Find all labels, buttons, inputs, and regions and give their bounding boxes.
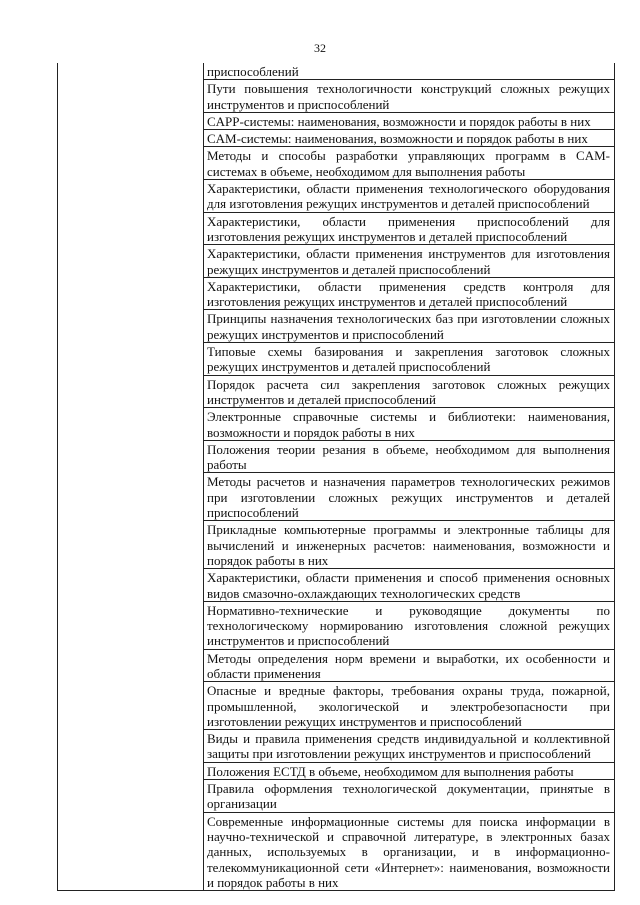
table-row: Прикладные компьютерные программы и электронные таблицы для вычислений и инженерных расчетов: наименования, возможности и порядок работы в них <box>204 520 614 568</box>
table-row: Положения теории резания в объеме, необходимом для выполнения работы <box>204 440 614 473</box>
table-row: Принципы назначения технологических баз при изготовлении сложных режущих инструментов и приспособлений <box>204 309 614 342</box>
table-row: CAM-системы: наименования, возможности и порядок работы в них <box>204 129 614 146</box>
table-row: Характеристики, области применения и способ применения основных видов смазочно-охлаждающих технологических средств <box>204 568 614 601</box>
table-row: Порядок расчета сил закрепления заготовок сложных режущих инструментов и деталей приспособлений <box>204 375 614 408</box>
table-row: Характеристики, области применения технологического оборудования для изготовления режущих инструментов и деталей приспособлений <box>204 179 614 212</box>
table-row: Электронные справочные системы и библиотеки: наименования, возможности и порядок работы в них <box>204 407 614 440</box>
page-number: 32 <box>314 41 326 55</box>
table-row: приспособлений <box>207 64 299 79</box>
knowledge-table <box>57 63 615 891</box>
table-content-column <box>204 63 614 890</box>
table-row: Методы определения норм времени и выработки, их особенности и области применения <box>204 649 614 682</box>
table-row: Положения ЕСТД в объеме, необходимом для выполнения работы <box>204 762 614 779</box>
table-row: Современные информационные системы для поиска информации в научно-технической и справочной литературе, в электронных базах данных, используемых в организации, и в информационно-телекоммуникационной сети «Интернет»: наименования, возможности и порядок работы в них <box>204 812 614 890</box>
table-row: Характеристики, области применения приспособлений для изготовления режущих инструментов и деталей приспособлений <box>204 212 614 245</box>
table-label-column <box>58 63 204 890</box>
table-row: Типовые схемы базирования и закрепления заготовок сложных режущих инструментов и деталей приспособлений <box>204 342 614 375</box>
table-row: Правила оформления технологической документации, принятые в организации <box>204 779 614 812</box>
table-row: Нормативно-технические и руководящие документы по технологическому нормированию изготовления сложной режущих инструментов и приспособлений <box>204 601 614 649</box>
table-row: Пути повышения технологичности конструкций сложных режущих инструментов и приспособлений <box>204 79 614 112</box>
table-row: Методы расчетов и назначения параметров технологических режимов при изготовлении сложных режущих инструментов и деталей приспособлений <box>204 472 614 520</box>
table-row: Методы и способы разработки управляющих программ в CAM-системах в объеме, необходимом для выполнения работы <box>204 146 614 179</box>
table-row: CAPP-системы: наименования, возможности и порядок работы в них <box>204 112 614 129</box>
table-row: Опасные и вредные факторы, требования охраны труда, пожарной, промышленной, экологической и электробезопасности при изготовлении режущих инструментов и приспособлений <box>204 681 614 729</box>
table-row: Характеристики, области применения средств контроля для изготовления режущих инструментов и деталей приспособлений <box>204 277 614 310</box>
table-row: Виды и правила применения средств индивидуальной и коллективной защиты при изготовлении режущих инструментов и приспособлений <box>204 729 614 762</box>
table-row: Характеристики, области применения инструментов для изготовления режущих инструментов и деталей приспособлений <box>204 244 614 277</box>
